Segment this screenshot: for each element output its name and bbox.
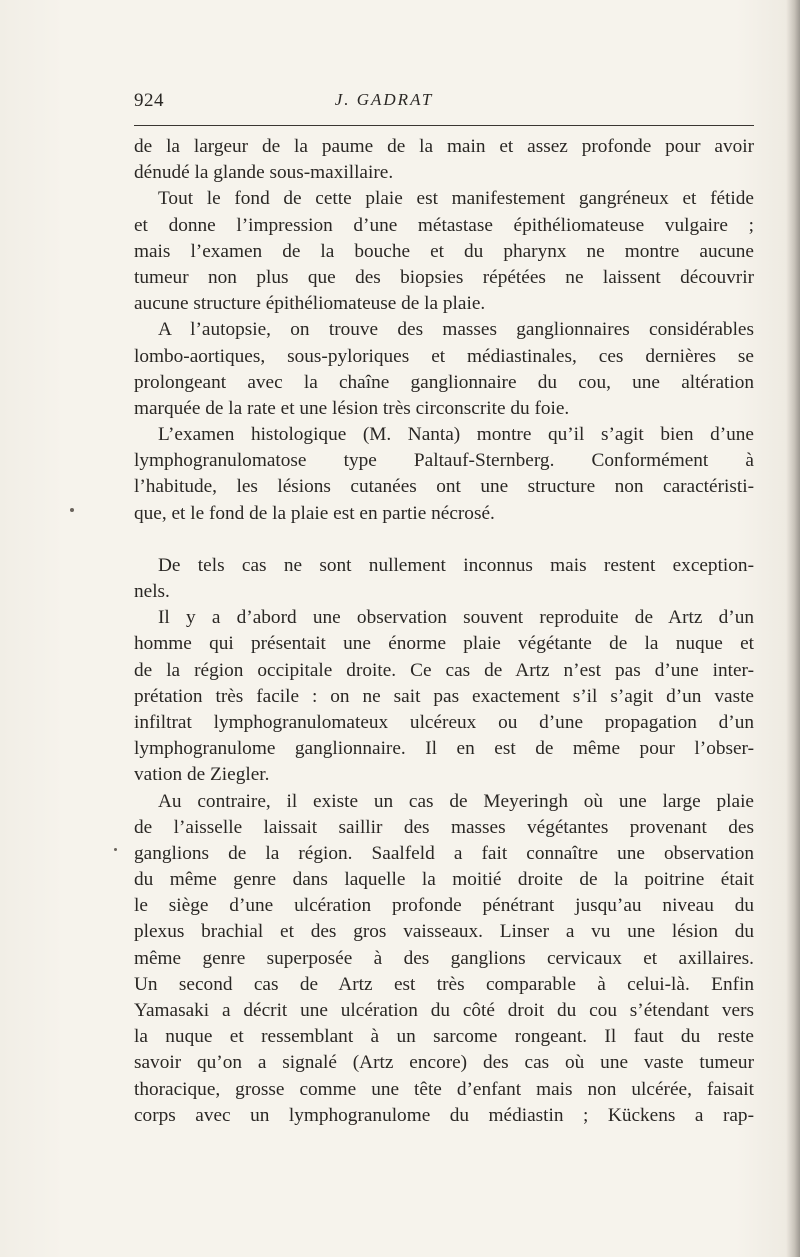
paper-speck bbox=[70, 508, 74, 512]
text-block-1 bbox=[134, 134, 754, 527]
page-header bbox=[134, 90, 754, 114]
text-line: Un second cas de Artz est très comparable à celui-là. Enfin bbox=[134, 973, 754, 995]
text-line: vation de Ziegler. bbox=[134, 764, 270, 786]
text-line: dénudé la glande sous-maxillaire. bbox=[134, 162, 394, 184]
text-line: nels. bbox=[134, 581, 170, 602]
text-line: plexus brachial et des gros vaisseaux. Linser a vu une lésion du bbox=[134, 921, 754, 943]
text-line: que, et le fond de la plaie est en partie nécrosé. bbox=[134, 502, 495, 524]
text-line: même genre superposée à des ganglions cervicaux et axillaires. bbox=[134, 947, 754, 969]
text-line: infiltrat lymphogranulomateux ulcéreux ou d’une propagation d’un bbox=[134, 711, 754, 733]
text-line: De tels cas ne sont nullement inconnus mais restent exception- bbox=[158, 554, 754, 576]
text-line: de la largeur de la paume de la main et assez profonde pour avoir bbox=[134, 136, 754, 157]
text-line: lymphogranulome ganglionnaire. Il en est de même pour l’obser- bbox=[134, 738, 754, 760]
text-line: Il y a d’abord une observation souvent reproduite de Artz d’un bbox=[158, 607, 754, 629]
text-line: mais l’examen de la bouche et du pharynx ne montre aucune bbox=[134, 240, 754, 262]
text-block-2 bbox=[134, 553, 754, 1129]
text-line: prolongeant avec la chaîne ganglionnaire du cou, une altération bbox=[134, 371, 754, 393]
text-line: de la région occipitale droite. Ce cas de Artz n’est pas d’une inter- bbox=[134, 659, 754, 681]
text-line: lombo-aortiques, sous-pyloriques et médiastinales, ces dernières se bbox=[134, 345, 754, 367]
text-line: marquée de la rate et une lésion très circonscrite du foie. bbox=[134, 397, 570, 419]
body-text bbox=[134, 134, 754, 1129]
text-line: homme qui présentait une énorme plaie végétante de la nuque et bbox=[134, 633, 754, 655]
text-line: corps avec un lymphogranulome du médiastin ; Kückens a rap- bbox=[134, 1104, 754, 1126]
text-line: savoir qu’on a signalé (Artz encore) des cas où une vaste tumeur bbox=[134, 1052, 754, 1074]
text-line: Au contraire, il existe un cas de Meyeringh où une large plaie bbox=[158, 790, 754, 812]
text-line: Yamasaki a décrit une ulcération du côté droit du cou s’étendant vers bbox=[134, 1000, 754, 1021]
header-rule bbox=[134, 125, 754, 126]
text-line: la nuque et ressemblant à un sarcome rongeant. Il faut du reste bbox=[134, 1026, 754, 1048]
text-line: du même genre dans laquelle la moitié droite de la poitrine était bbox=[134, 869, 754, 891]
running-head: J. GADRAT bbox=[334, 90, 434, 109]
text-line: de l’aisselle laissait saillir des masses végétantes provenant des bbox=[134, 816, 754, 838]
section-gap bbox=[134, 527, 754, 553]
text-line: tumeur non plus que des biopsies répétées ne laissent découvrir bbox=[134, 266, 754, 288]
text-line: thoracique, grosse comme une tête d’enfant mais non ulcérée, faisait bbox=[134, 1078, 754, 1100]
text-line: prétation très facile : on ne sait pas exactement s’il s’agit d’un vaste bbox=[134, 685, 754, 707]
text-line: L’examen histologique (M. Nanta) montre qu’il s’agit bien d’une bbox=[158, 424, 754, 446]
text-line: Tout le fond de cette plaie est manifestement gangréneux et fétide bbox=[158, 188, 754, 210]
text-line: et donne l’impression d’une métastase épithéliomateuse vulgaire ; bbox=[134, 214, 754, 236]
text-line: ganglions de la région. Saalfeld a fait connaître une observation bbox=[134, 842, 754, 864]
paper-speck bbox=[114, 848, 117, 851]
text-line: A l’autopsie, on trouve des masses ganglionnaires considérables bbox=[158, 319, 754, 341]
text-line: lymphogranulomatose type Paltauf-Sternberg. Conformément à bbox=[134, 450, 754, 472]
page-edge-shadow bbox=[786, 0, 800, 1257]
text-line: le siège d’une ulcération profonde pénétrant jusqu’au niveau du bbox=[134, 895, 754, 917]
text-line: l’habitude, les lésions cutanées ont une structure non caractéristi- bbox=[134, 476, 754, 498]
page-number: 924 bbox=[134, 90, 164, 111]
text-line: aucune structure épithéliomateuse de la plaie. bbox=[134, 293, 486, 315]
